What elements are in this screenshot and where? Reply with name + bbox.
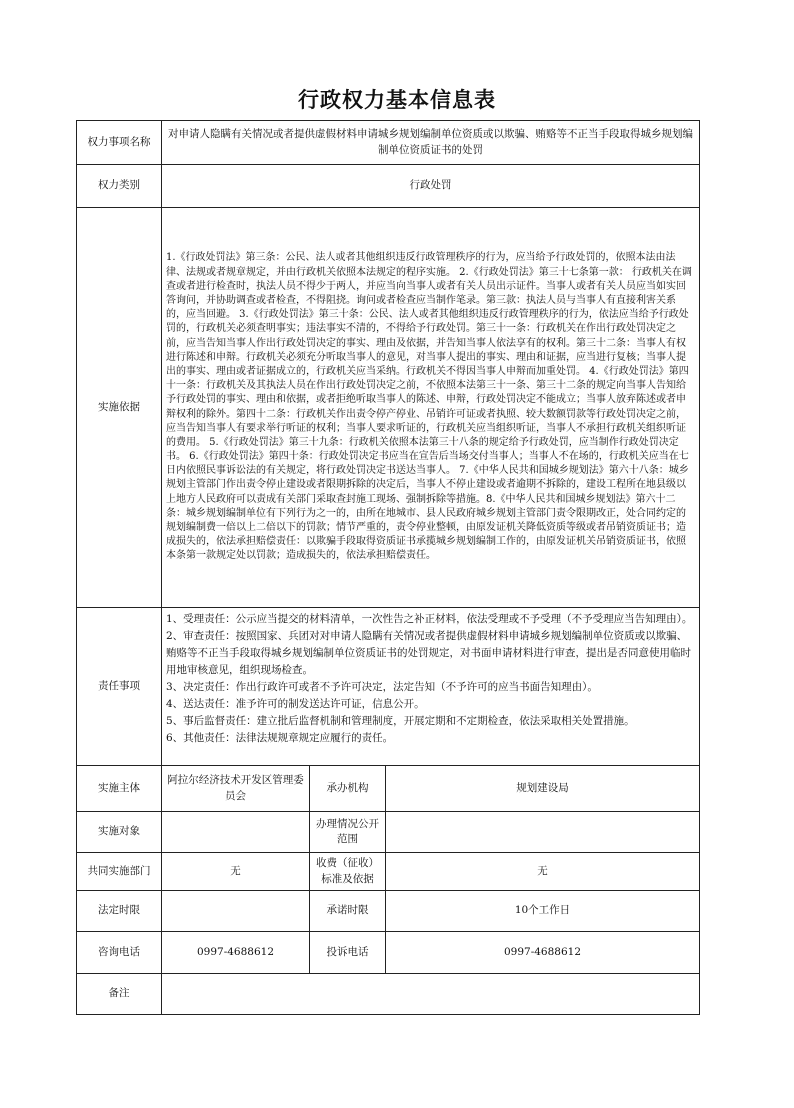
complaint-phone-label: 投诉电话: [310, 932, 386, 974]
joint-value: 无: [162, 853, 310, 891]
row-object: [77, 812, 700, 853]
remark-label: 备注: [77, 974, 162, 1015]
responsibility-line: 5、事后监督责任：建立批后监督机制和管理制度，开展定期和不定期检查，依法采取相关处置措施。: [166, 715, 635, 727]
object-value: [162, 812, 310, 853]
row-responsibility: [77, 608, 700, 766]
row-joint: [77, 853, 700, 891]
remark-value: [162, 974, 700, 1015]
row-basis: [77, 208, 700, 608]
disclosure-label: 办理情况公开范围: [310, 812, 386, 853]
promise-time-value: 10个工作日: [386, 891, 700, 932]
joint-label: 共同实施部门: [77, 853, 162, 891]
responsibility-line: 2、审查责任：按照国家、兵团对对申请人隐瞒有关情况或者提供虚假材料申请城乡规划编制单位资质或以欺骗、贿赂等不正当手段取得城乡规划编制单位资质证书的处罚规定，对书面申请材料进行审查，提出是否同意使用临时用地审核意见，组织现场检查。: [166, 630, 691, 676]
row-remark: [77, 974, 700, 1015]
category-value: 行政处罚: [162, 165, 700, 208]
info-table: [76, 120, 700, 1015]
object-label: 实施对象: [77, 812, 162, 853]
promise-time-label: 承诺时限: [310, 891, 386, 932]
responsibility-label: 责任事项: [77, 608, 162, 766]
category-label: 权力类别: [77, 165, 162, 208]
subject-label: 实施主体: [77, 766, 162, 812]
item-name-label: 权力事项名称: [77, 121, 162, 165]
row-time: [77, 891, 700, 932]
item-name-value: 对申请人隐瞒有关情况或者提供虚假材料申请城乡规划编制单位资质或以欺骗、贿赂等不正当手段取得城乡规划编制单位资质证书的处罚: [162, 121, 700, 165]
disclosure-value: [386, 812, 700, 853]
row-category: [77, 165, 700, 208]
legal-time-label: 法定时限: [77, 891, 162, 932]
responsibility-line: 3、决定责任：作出行政许可或者不予许可决定，法定告知（不予许可的应当书面告知理由）。: [166, 681, 598, 693]
consult-phone-value: 0997-4688612: [162, 932, 310, 974]
org-label: 承办机构: [310, 766, 386, 812]
responsibility-line: 6、其他责任：法律法规规章规定应履行的责任。: [166, 732, 394, 744]
row-subject: [77, 766, 700, 812]
basis-label: 实施依据: [77, 208, 162, 608]
basis-value: 1.《行政处罚法》第三条：公民、法人或者其他组织违反行政管理秩序的行为，应当给予行政处罚的，依照本法由法律、法规或者规章规定，并由行政机关依照本法规定的程序实施。 2.《行政处罚法》第三十七条第一款： 行政机关在调查或者进行检查时，执法人员不得少于两人，并应当向当事人或者有关人员出示证件。当事人或者有关人员应当如实回答询问，并协助调查或者检查，不得阻挠。询问或者检查应当制作笔录。第三款：执法人员与当事人有直接利害关系的，应当回避。 3.《行政处罚法》第三十条：公民、法人或者其他组织违反行政管理秩序的行为，依法应当给予行政处罚的，行政机关必须查明事实；违法事实不清的，不得给予行政处罚。第三十一条：行政机关在作出行政处罚决定之前，应当告知当事人作出行政处罚决定的事实、理由及依据，并告知当事人依法享有的权利。第三十二条：当事人有权进行陈述和申辩。行政机关必须充分听取当事人的意见，对当事人提出的事实、理由和证据，应当进行复核；当事人提出的事实、理由或者证据成立的，行政机关应当采纳。行政机关不得因当事人申辩而加重处罚。 4.《行政处罚法》第四十一条：行政机关及其执法人员在作出行政处罚决定之前，不依照本法第三十一条、第三十二条的规定向当事人告知给予行政处罚的事实、理由和依据，或者拒绝听取当事人的陈述、申辩，行政处罚决定不能成立；当事人放弃陈述或者申辩权利的除外。第四十二条：行政机关作出责令停产停业、吊销许可证或者执照、较大数额罚款等行政处罚决定之前，应当告知当事人有要求举行听证的权利；当事人要求听证的，行政机关应当组织听证，当事人不承担行政机关组织听证的费用。 5.《行政处罚法》第三十九条：行政机关依照本法第三十八条的规定给予行政处罚，应当制作行政处罚决定书。 6.《行政处罚法》第四十条：行政处罚决定书应当在宣告后当场交付当事人；当事人不在场的，行政机关应当在七日内依照民事诉讼法的有关规定，将行政处罚决定书送达当事人。 7.《中华人民共和国城乡规划法》第六十八条：城乡规划主管部门作出责令停止建设或者限期拆除的决定后，当事人不停止建设或者逾期不拆除的，建设工程所在地县级以上地方人民政府可以责成有关部门采取查封施工现场、强制拆除等措施。8.《中华人民共和国城乡规划法》第六十二条：城乡规划编制单位有下列行为之一的，由所在地城市、县人民政府城乡规划主管部门责令限期改正，处合同约定的规划编制费一倍以上二倍以下的罚款；情节严重的，责令停业整顿，由原发证机关降低资质等级或者吊销资质证书；造成损失的，依法承担赔偿责任：以欺骗手段取得资质证书承揽城乡规划编制工作的，由原发证机关吊销资质证书，依照本条第一款规定处以罚款；造成损失的，依法承担赔偿责任。: [162, 208, 700, 608]
legal-time-value: [162, 891, 310, 932]
responsibility-line: 1、受理责任：公示应当提交的材料清单，一次性告之补正材料，依法受理或不予受理（不予受理应当告知理由）。: [166, 613, 693, 625]
responsibility-value: [162, 608, 700, 766]
page-title: 行政权力基本信息表: [298, 87, 496, 112]
row-contact: [77, 932, 700, 974]
consult-phone-label: 咨询电话: [77, 932, 162, 974]
fee-label: 收费（征收）标准及依据: [310, 853, 386, 891]
fee-value: 无: [386, 853, 700, 891]
subject-value: 阿拉尔经济技术开发区管理委员会: [162, 766, 310, 812]
responsibility-line: 4、送达责任：准予许可的制发送达许可证，信息公开。: [166, 698, 425, 710]
row-item-name: [77, 121, 700, 165]
org-value: 规划建设局: [386, 766, 700, 812]
complaint-phone-value: 0997-4688612: [386, 932, 700, 974]
